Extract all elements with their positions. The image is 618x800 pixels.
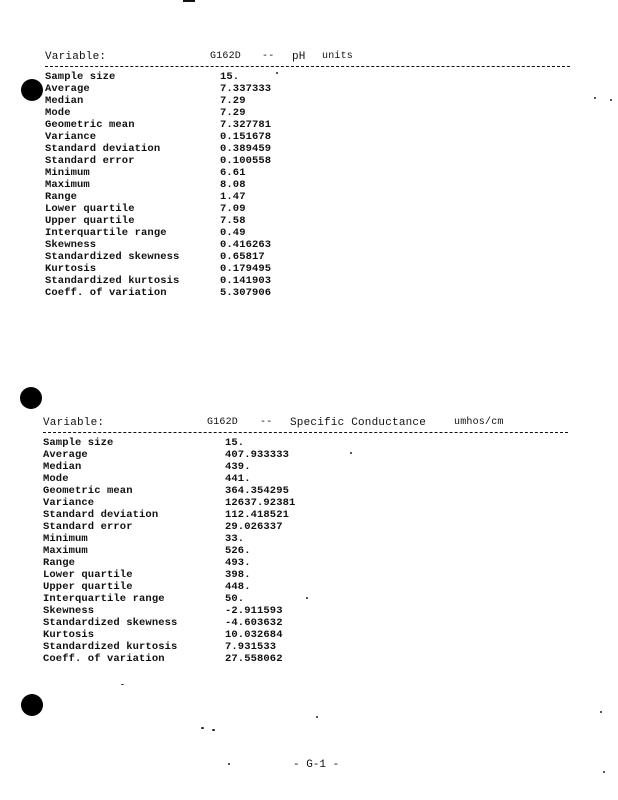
stat-label: Standardized skewness — [45, 251, 180, 263]
stat-label: Interquartile range — [43, 593, 165, 605]
stat-label: Variance — [43, 497, 95, 509]
stat-row — [43, 617, 568, 629]
stat-row — [43, 533, 568, 545]
stat-label: Average — [45, 83, 90, 95]
stat-value: 7.327781 — [220, 119, 272, 131]
stat-value: 364.354295 — [225, 485, 290, 497]
stat-value: 7.337333 — [220, 83, 272, 95]
stat-value: 15. — [220, 71, 240, 83]
stat-row — [43, 497, 568, 509]
stat-value: 7.931533 — [225, 641, 277, 653]
stat-label: Kurtosis — [43, 629, 95, 641]
stat-value: 112.418521 — [225, 509, 290, 521]
stat-row — [43, 485, 568, 497]
scan-speck — [121, 684, 124, 685]
stat-label: Standard deviation — [45, 143, 161, 155]
stat-value: 526. — [225, 545, 251, 557]
stat-label: Standard error — [43, 521, 133, 533]
variable-label: Variable: — [45, 51, 107, 63]
stat-row — [45, 71, 570, 83]
variable-units: umhos/cm — [454, 417, 504, 428]
stat-value: 12637.92381 — [225, 497, 296, 509]
variable-label: Variable: — [43, 417, 105, 429]
variable-header — [43, 416, 568, 430]
stat-value: 441. — [225, 473, 251, 485]
stat-row — [45, 107, 570, 119]
stat-label: Upper quartile — [45, 215, 135, 227]
stat-row — [43, 545, 568, 557]
top-edge-mark — [183, 0, 195, 2]
stat-label: Range — [43, 557, 76, 569]
stat-value: 15. — [225, 437, 245, 449]
stat-row — [43, 473, 568, 485]
stat-value: 0.179495 — [220, 263, 272, 275]
stat-label: Median — [45, 95, 84, 107]
stat-label: Minimum — [43, 533, 88, 545]
stat-value: 7.29 — [220, 95, 246, 107]
stat-row — [43, 449, 568, 461]
stat-value: 7.09 — [220, 203, 246, 215]
stat-value: 50. — [225, 593, 245, 605]
stat-row — [45, 239, 570, 251]
stat-label: Average — [43, 449, 88, 461]
stat-row — [43, 593, 568, 605]
stat-label: Skewness — [45, 239, 97, 251]
stat-label: Standardized skewness — [43, 617, 178, 629]
stat-row — [45, 119, 570, 131]
stat-label: Standard error — [45, 155, 135, 167]
stat-value: 0.141903 — [220, 275, 272, 287]
stat-row — [45, 179, 570, 191]
stat-label: Median — [43, 461, 82, 473]
variable-units: units — [322, 51, 354, 62]
stat-label: Kurtosis — [45, 263, 97, 275]
variable-separator: -- — [260, 417, 273, 428]
variable-id: G162D — [207, 417, 239, 428]
stat-value: 5.307906 — [220, 287, 272, 299]
dashed-divider — [45, 66, 570, 67]
variable-separator: -- — [262, 51, 275, 62]
stat-value: 398. — [225, 569, 251, 581]
stat-row — [43, 641, 568, 653]
stat-row — [43, 581, 568, 593]
stat-row — [45, 215, 570, 227]
stat-row — [45, 251, 570, 263]
punch-hole-middle — [20, 387, 42, 409]
stat-value: 407.933333 — [225, 449, 290, 461]
stat-row — [45, 95, 570, 107]
stat-row — [45, 203, 570, 215]
stat-value: 0.65817 — [220, 251, 265, 263]
stat-value: 1.47 — [220, 191, 246, 203]
stats-section-ph — [45, 50, 570, 299]
stat-label: Variance — [45, 131, 97, 143]
stat-label: Coeff. of variation — [45, 287, 167, 299]
stat-value: 448. — [225, 581, 251, 593]
stats-section-specific-conductance — [43, 416, 568, 665]
stat-row — [45, 143, 570, 155]
stat-value: 493. — [225, 557, 251, 569]
stat-label: Maximum — [43, 545, 88, 557]
stat-row — [45, 227, 570, 239]
stat-label: Mode — [45, 107, 71, 119]
stat-value: 6.61 — [220, 167, 246, 179]
stat-label: Coeff. of variation — [43, 653, 165, 665]
stat-row — [43, 569, 568, 581]
scan-speck — [594, 97, 596, 99]
stat-label: Standardized kurtosis — [43, 641, 178, 653]
stat-row — [45, 191, 570, 203]
stat-row — [43, 521, 568, 533]
stat-row — [43, 461, 568, 473]
scan-speck — [316, 716, 318, 718]
variable-header — [45, 50, 570, 64]
stat-label: Skewness — [43, 605, 95, 617]
stat-value: -2.911593 — [225, 605, 283, 617]
stat-row — [43, 437, 568, 449]
stat-value: 7.29 — [220, 107, 246, 119]
stat-value: 8.08 — [220, 179, 246, 191]
stat-value: 439. — [225, 461, 251, 473]
stat-label: Upper quartile — [43, 581, 133, 593]
stat-label: Interquartile range — [45, 227, 167, 239]
stat-value: 10.032684 — [225, 629, 283, 641]
stats-table — [43, 437, 568, 665]
page-number: - G-1 - — [293, 759, 340, 771]
stat-row — [45, 155, 570, 167]
stat-label: Lower quartile — [43, 569, 133, 581]
scan-speck — [212, 729, 215, 731]
stat-row — [45, 275, 570, 287]
stat-row — [43, 629, 568, 641]
stat-row — [43, 557, 568, 569]
stat-value: 0.100558 — [220, 155, 272, 167]
stat-label: Mode — [43, 473, 69, 485]
stat-row — [45, 167, 570, 179]
punch-hole-top — [21, 79, 43, 101]
stat-row — [45, 263, 570, 275]
stat-row — [43, 509, 568, 521]
stat-value: 33. — [225, 533, 245, 545]
scan-speck — [228, 763, 230, 765]
stat-value: 0.49 — [220, 227, 246, 239]
stat-label: Range — [45, 191, 78, 203]
stat-row — [43, 653, 568, 665]
stat-value: 0.416263 — [220, 239, 272, 251]
scan-speck — [201, 727, 204, 729]
stat-value: 27.558062 — [225, 653, 283, 665]
punch-hole-bottom — [21, 694, 43, 716]
stat-value: 29.026337 — [225, 521, 283, 533]
stats-table — [45, 71, 570, 299]
stat-label: Sample size — [45, 71, 116, 83]
scan-speck — [610, 99, 612, 101]
scan-speck — [603, 771, 605, 773]
stat-row — [45, 131, 570, 143]
stat-row — [45, 83, 570, 95]
stat-label: Standard deviation — [43, 509, 159, 521]
stat-row — [43, 605, 568, 617]
variable-description: Specific Conductance — [290, 417, 427, 429]
stat-label: Sample size — [43, 437, 114, 449]
scan-speck — [600, 711, 602, 713]
stat-label: Lower quartile — [45, 203, 135, 215]
stat-label: Geometric mean — [45, 119, 135, 131]
variable-description: pH — [292, 51, 306, 63]
stat-row — [45, 287, 570, 299]
dashed-divider — [43, 432, 568, 433]
stat-label: Standardized kurtosis — [45, 275, 180, 287]
stat-label: Geometric mean — [43, 485, 133, 497]
stat-label: Maximum — [45, 179, 90, 191]
stat-value: 0.151678 — [220, 131, 272, 143]
stat-value: -4.603632 — [225, 617, 283, 629]
stat-value: 0.389459 — [220, 143, 272, 155]
variable-id: G162D — [210, 51, 242, 62]
stat-label: Minimum — [45, 167, 90, 179]
stat-value: 7.58 — [220, 215, 246, 227]
